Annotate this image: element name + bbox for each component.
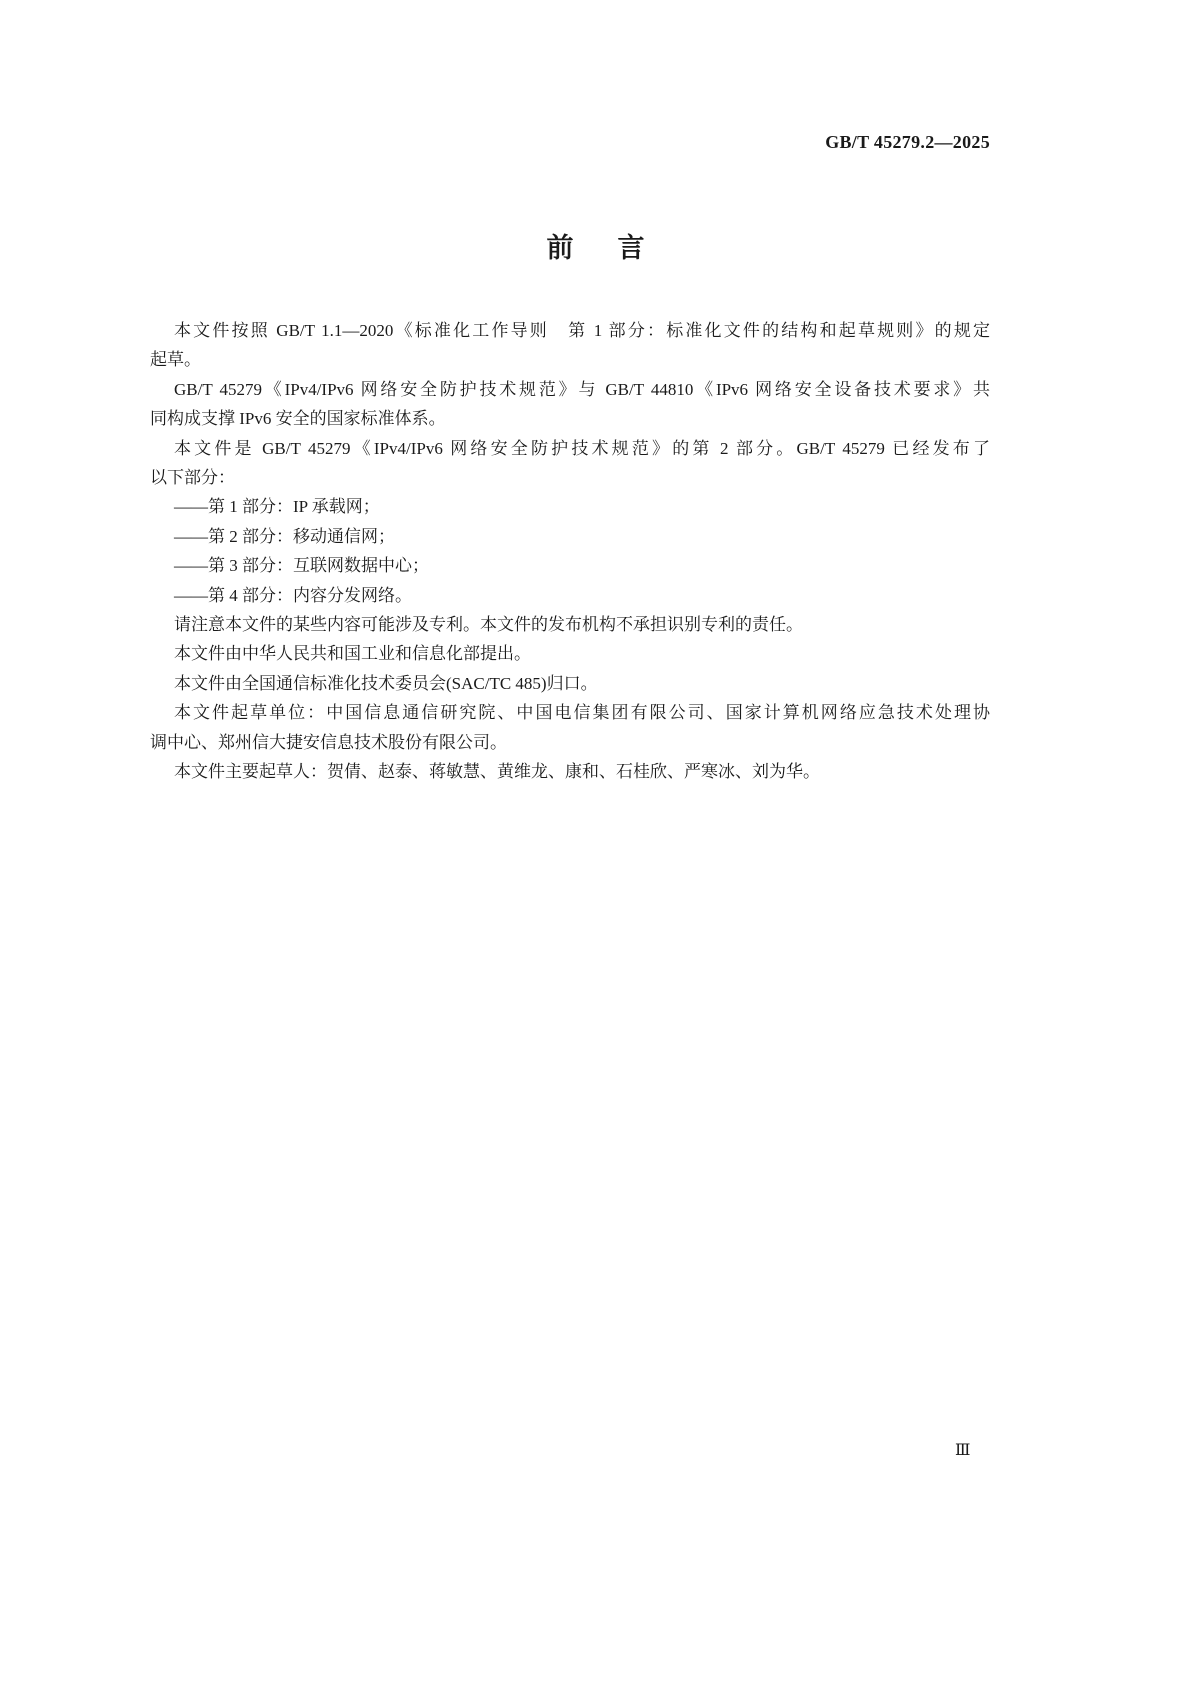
paragraph xyxy=(150,375,990,434)
paragraph-line: 本文件由全国通信标准化技术委员会(SAC/TC 485)归口。 xyxy=(174,673,598,693)
page-number: Ⅲ xyxy=(955,1442,971,1459)
paragraph-line: 本文件是 GB/T 45279《IPv4/IPv6 网络安全防护技术规范》的第 2 部分。GB/T 45279 已经发布了 xyxy=(174,438,990,458)
paragraph-line: 起草。 xyxy=(150,350,201,370)
paragraph xyxy=(150,639,990,668)
paragraph-line: 以下部分： xyxy=(150,468,235,488)
paragraph xyxy=(150,669,990,698)
paragraph-line: ——第 3 部分：互联网数据中心； xyxy=(174,556,429,576)
paragraph xyxy=(150,698,990,757)
title-char: 前 xyxy=(546,233,574,263)
foreword-body xyxy=(150,316,990,787)
title-char: 言 xyxy=(617,233,645,263)
paragraph-line: ——第 1 部分：IP 承载网； xyxy=(174,497,380,517)
paragraph xyxy=(150,757,990,786)
paragraph-line: ——第 4 部分：内容分发网络。 xyxy=(174,585,412,605)
paragraph-line: 本文件按照 GB/T 1.1—2020《标准化工作导则 第 1 部分：标准化文件的结构和起草规则》的规定 xyxy=(174,321,990,340)
paragraph xyxy=(150,551,990,580)
paragraph-line: 请注意本文件的某些内容可能涉及专利。本文件的发布机构不承担识别专利的责任。 xyxy=(174,615,803,635)
page-title xyxy=(0,226,1191,265)
paragraph xyxy=(150,434,990,493)
paragraph-line: 本文件由中华人民共和国工业和信息化部提出。 xyxy=(174,644,531,664)
paragraph xyxy=(150,581,990,610)
paragraph-line: 本文件起草单位：中国信息通信研究院、中国电信集团有限公司、国家计算机网络应急技术处理协 xyxy=(174,703,990,723)
paragraph-line: ——第 2 部分：移动通信网； xyxy=(174,526,395,546)
paragraph xyxy=(150,522,990,551)
standard-number: GB/T 45279.2—2025 xyxy=(825,132,990,152)
paragraph xyxy=(150,492,990,521)
paragraph-line: 调中心、郑州信大捷安信息技术股份有限公司。 xyxy=(150,732,507,752)
paragraph-line: 本文件主要起草人：贺倩、赵泰、蒋敏慧、黄维龙、康和、石桂欣、严寒冰、刘为华。 xyxy=(174,762,820,782)
paragraph-line: 同构成支撑 IPv6 安全的国家标准体系。 xyxy=(150,409,446,429)
paragraph xyxy=(150,316,990,375)
paragraph-line: GB/T 45279《IPv4/IPv6 网络安全防护技术规范》与 GB/T 44810《IPv6 网络安全设备技术要求》共 xyxy=(174,379,990,399)
paragraph xyxy=(150,610,990,639)
